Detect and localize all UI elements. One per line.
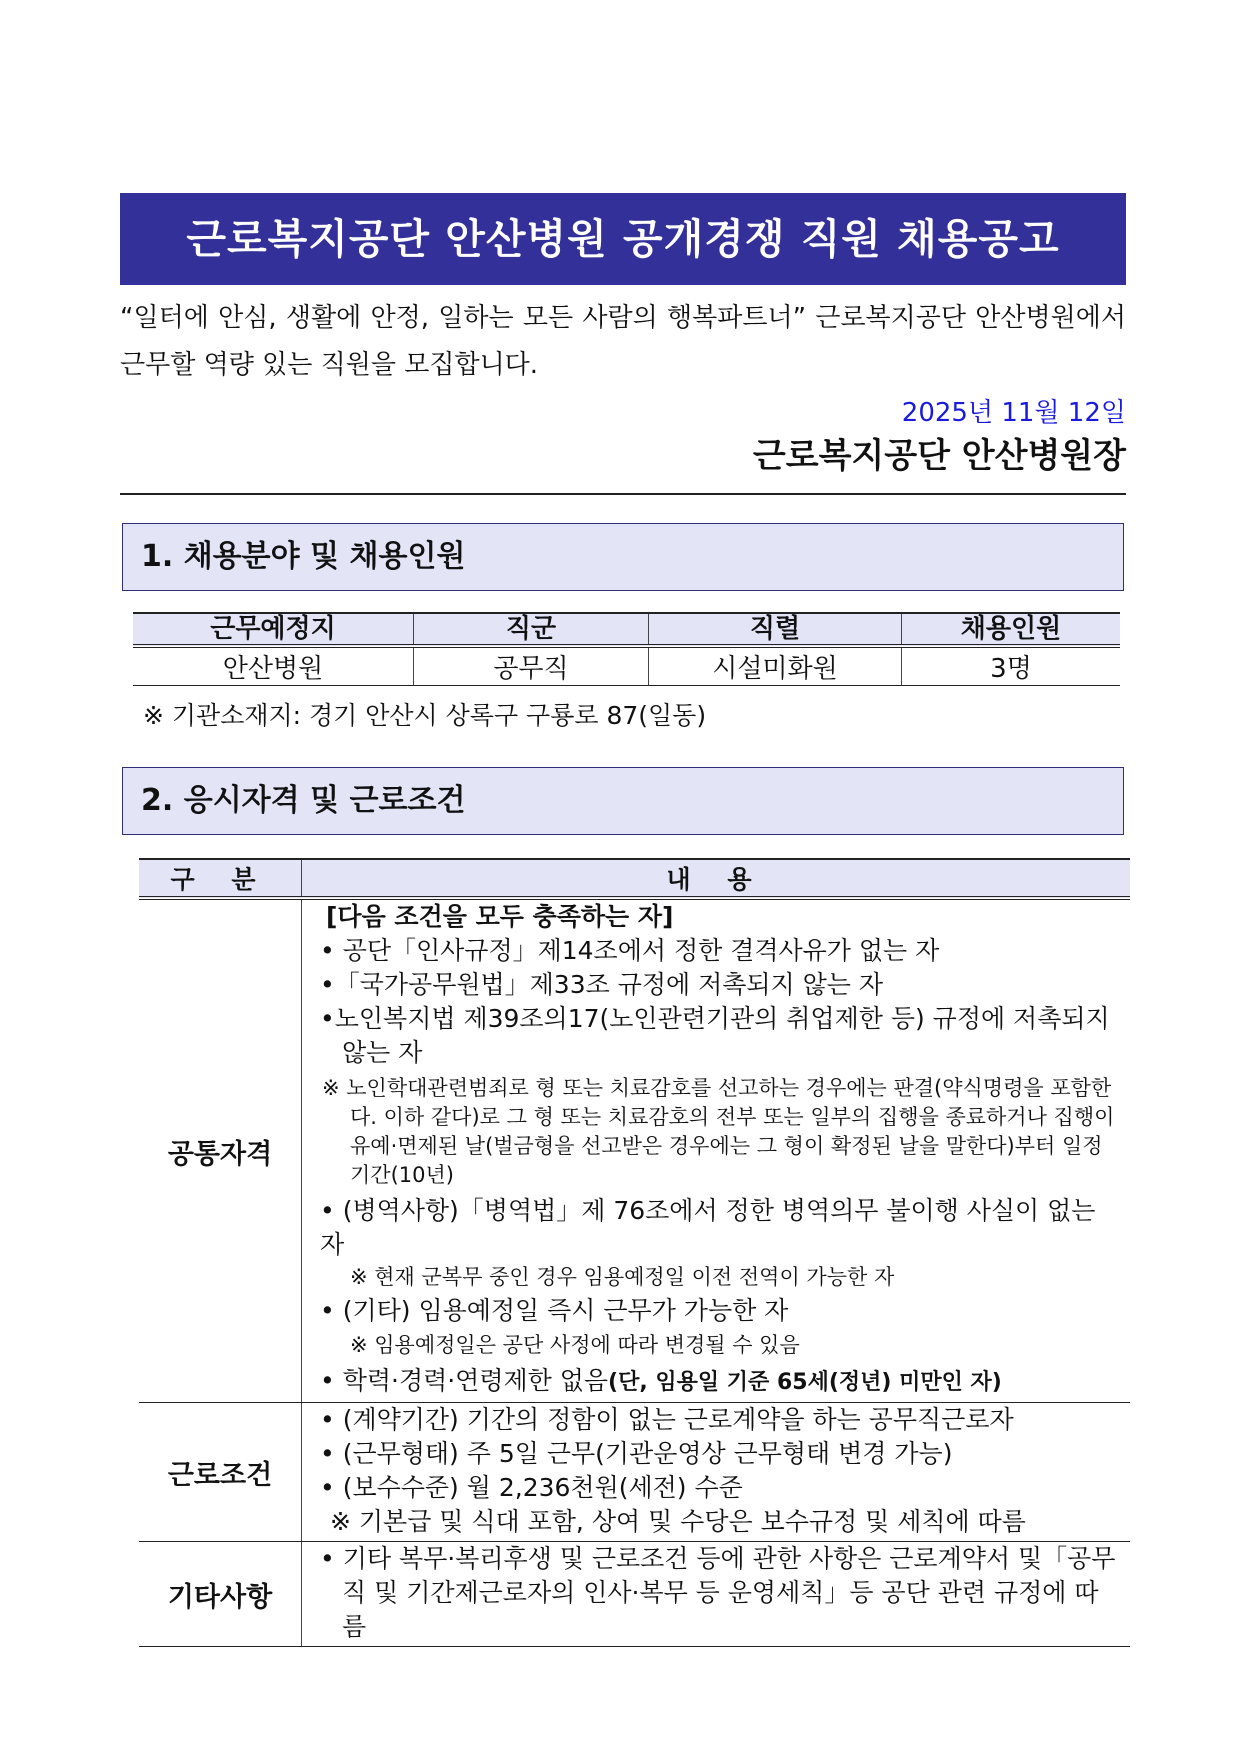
table-cell: 3명 [902,646,1121,686]
list-note: ※ 노인학대관련범죄로 형 또는 치료감호를 선고하는 경우에는 판결(약식명령을 포함한다. 이하 같다)로 그 형 또는 치료감호의 전부 또는 일부의 집행을 종료하거나 집행이 유예·면제된 날(벌금형을 선고받은 경우에는 그 형이 확정된 날을 말한다)부터 일정기간(10년) [322,1076,1115,1187]
row-label: 기타사항 [139,1542,302,1647]
list-note: ※ 임용예정일은 공단 사정에 따라 변경될 수 있음 [350,1333,800,1357]
table-row [139,1403,1130,1542]
row-label: 근로조건 [139,1403,302,1542]
list-item: • (근무형태) 주 5일 근무(기관운영상 근무형태 변경 가능) [320,1439,953,1468]
list-item [320,1364,1120,1400]
column-header: 채용인원 [902,613,1121,646]
announcement-date: 2025년 11월 12일 [901,398,1126,428]
table-cell: 시설미화원 [649,646,902,686]
list-item: • 기타 복무·복리후생 및 근로조건 등에 관한 사항은 근로계약서 및「공무직 및 기간제근로자의 인사·복무 등 운영세칙」등 공단 관련 규정에 따름 [320,1544,1116,1641]
condition-subtitle: [다음 조건을 모두 충족하는 자] [326,902,674,931]
table-row [139,898,1130,1403]
section-heading-qualifications: 2. 응시자격 및 근로조건 [122,767,1124,835]
column-header: 직렬 [649,613,902,646]
recruitment-table [133,612,1120,686]
row-content [302,898,1131,1403]
table-cell: 안산병원 [133,646,414,686]
column-header: 내 용 [302,859,1131,898]
page-title: 근로복지공단 안산병원 공개경쟁 직원 채용공고 [120,193,1126,285]
list-item: • (기타) 임용예정일 즉시 근무가 가능한 자 [320,1296,789,1325]
qualifications-table [139,858,1130,1647]
list-item: •노인복지법 제39조의17(노인관련기관의 취업제한 등) 규정에 저촉되지 않는 자 [320,1004,1110,1067]
row-label: 공통자격 [139,898,302,1403]
table-header-row [139,859,1130,898]
column-header: 직군 [414,613,649,646]
table-row [139,1542,1130,1647]
column-header: 구 분 [139,859,302,898]
list-note: ※ 현재 군복무 중인 경우 임용예정일 이전 전역이 가능한 자 [350,1265,895,1289]
issuer-name: 근로복지공단 안산병원장 [752,436,1126,476]
divider [120,493,1126,495]
location-note: ※ 기관소재지: 경기 안산시 상록구 구룡로 87(일동) [143,701,707,730]
list-item: •「국가공무원법」제33조 규정에 저촉되지 않는 자 [320,970,884,999]
list-item: • (계약기간) 기간의 정함이 없는 근로계약을 하는 공무직근로자 [320,1405,1014,1434]
row-content [302,1403,1131,1542]
section-heading-recruitment: 1. 채용분야 및 채용인원 [122,523,1124,591]
row-content [302,1542,1131,1647]
table-header-row [133,613,1120,646]
column-header: 근무예정지 [133,613,414,646]
list-note: ※ 기본급 및 식대 포함, 상여 및 수당은 보수규정 및 세칙에 따름 [330,1507,1026,1536]
table-cell: 공무직 [414,646,649,686]
intro-text: “일터에 안심, 생활에 안정, 일하는 모든 사람의 행복파트너” 근로복지공단 안산병원에서 근무할 역량 있는 직원을 모집합니다. [120,303,1126,380]
list-item: • (보수수준) 월 2,236천원(세전) 수준 [320,1473,743,1502]
list-item: • 공단「인사규정」제14조에서 정한 결격사유가 없는 자 [320,936,940,965]
table-row [133,646,1120,686]
list-item-text: • 학력·경력·연령제한 없음 [320,1366,609,1395]
list-item: • (병역사항)「병역법」제 76조에서 정한 병역의무 불이행 사실이 없는 자 [320,1196,1096,1259]
list-item-emphasis: (단, 임용일 기준 65세(정년) 미만인 자) [608,1370,1002,1395]
